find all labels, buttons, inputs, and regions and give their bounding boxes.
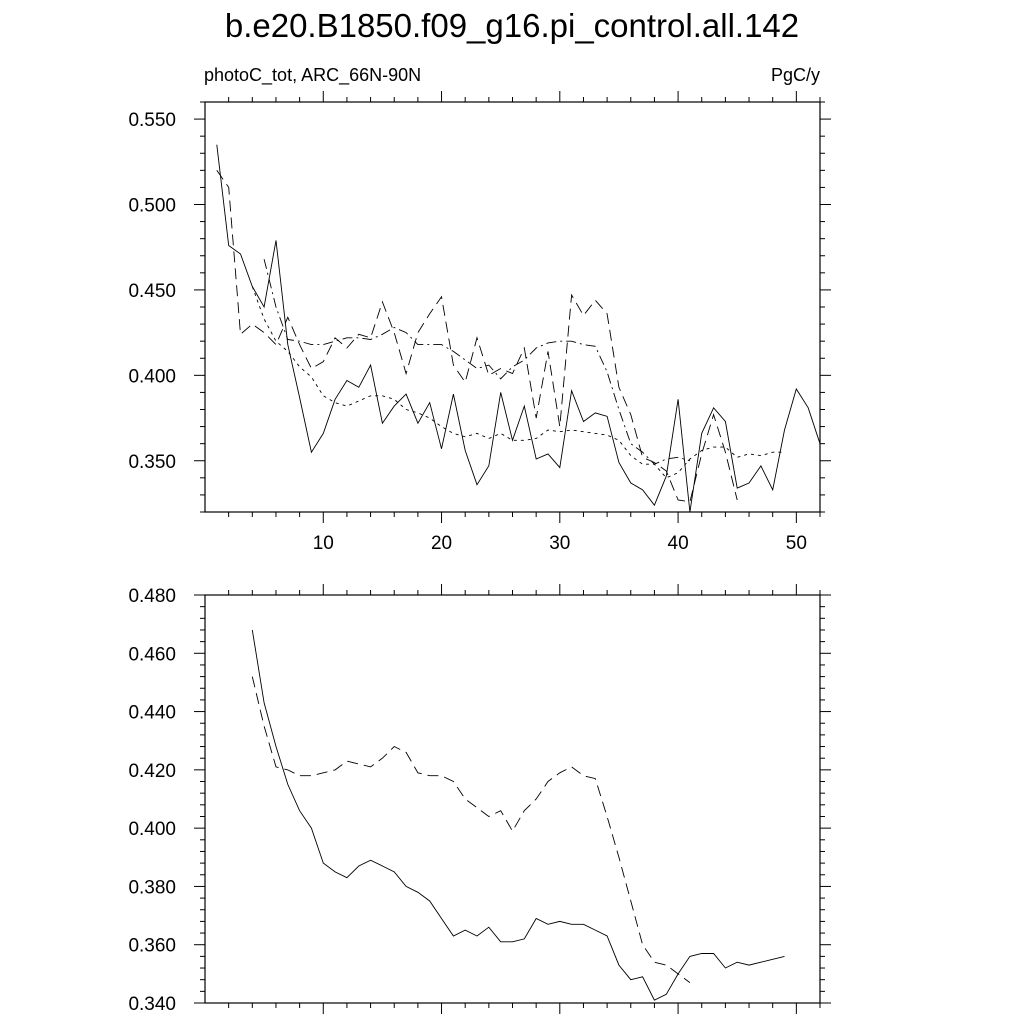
x-tick-label: 20	[430, 533, 453, 554]
series-line-solid	[252, 630, 784, 1000]
figure-title: b.e20.B1850.f09_g16.pi_control.all.142	[224, 7, 800, 44]
y-tick-label: 0.360	[128, 935, 176, 957]
units-label: PgC/y	[770, 65, 820, 85]
y-tick-label: 0.550	[128, 110, 176, 132]
bottom-panel	[128, 584, 831, 1015]
x-tick-label: 40	[667, 533, 689, 554]
variable-region-label: photoC_tot, ARC_66N-90N	[204, 65, 422, 85]
y-tick-label: 0.340	[128, 994, 176, 1015]
top-panel	[128, 91, 831, 554]
series-line-dashed	[252, 677, 690, 983]
y-tick-label: 0.380	[128, 877, 176, 899]
x-tick-label: 10	[312, 533, 334, 554]
y-tick-label: 0.420	[128, 760, 176, 782]
y-tick-label: 0.440	[128, 702, 176, 724]
y-tick-label: 0.350	[128, 451, 176, 473]
y-tick-label: 0.460	[128, 644, 176, 666]
series-line-dotted	[252, 287, 784, 478]
plot-frame	[205, 102, 820, 512]
y-tick-label: 0.400	[128, 819, 176, 841]
y-tick-label: 0.480	[128, 586, 176, 607]
y-tick-label: 0.450	[128, 280, 176, 302]
y-tick-label: 0.500	[128, 195, 176, 217]
x-tick-label: 30	[549, 533, 571, 554]
series-line-dashed	[217, 170, 737, 502]
x-tick-label: 50	[785, 533, 807, 554]
y-tick-label: 0.400	[128, 366, 176, 388]
series-line-solid	[217, 145, 820, 512]
